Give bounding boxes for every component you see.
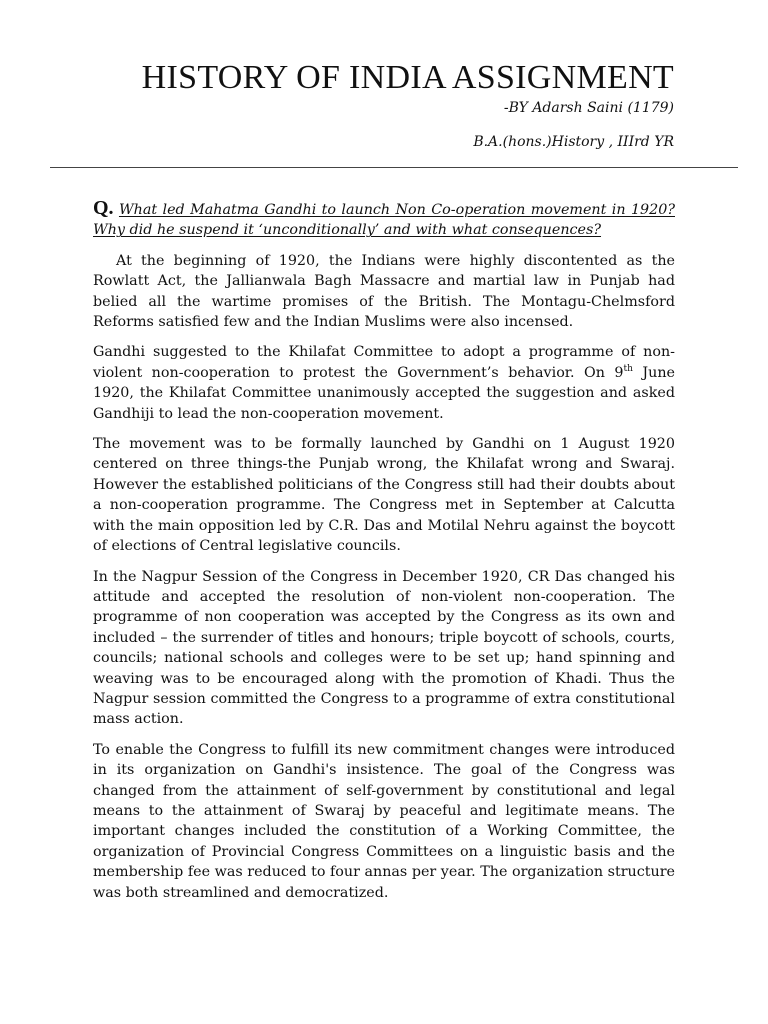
question-text: What led Mahatma Gandhi to launch Non Co-operation movement in 1920? Why did he suspend it ‘unconditionally’ and with what consequences? <box>93 202 675 239</box>
paragraph-2-part-b: June 1920, the Khilafat Committee unanimously accepted the suggestion and asked Gandhiji to lead the non-cooperation movement. <box>93 364 676 422</box>
document-body <box>93 198 675 913</box>
question-label: Q. <box>93 197 114 219</box>
paragraph-4: In the Nagpur Session of the Congress in December 1920, CR Das changed his attitude and accepted the resolution of non-violent non-cooperation. The programme of non cooperation was accepted by the Congress as its own and included – the surrender of titles and honours; triple boycott of schools, courts, councils; national schools and colleges were to be set up; hand spinning and weaving was to be encouraged along with the promotion of Khadi. Thus the Nagpur session committed the Congress to a programme of extra constitutional mass action. <box>93 568 675 728</box>
ordinal-suffix: th <box>623 364 633 375</box>
author-byline: -BY Adarsh Saini (1179) <box>503 100 674 116</box>
document-title: HISTORY OF INDIA ASSIGNMENT <box>141 59 674 96</box>
paragraph-2-part-a: Gandhi suggested to the Khilafat Committee to adopt a programme of non-violent non-cooperation to protest the Government’s behavior. On 9 <box>93 344 675 381</box>
paragraph-2 <box>93 342 675 424</box>
course-line: B.A.(hons.)History , IIIrd YR <box>473 134 674 150</box>
paragraph-3: The movement was to be formally launched by Gandhi on 1 August 1920 centered on three things-the Punjab wrong, the Khilafat wrong and Swaraj. However the established politicians of the Congress still had their doubts about a non-cooperation programme. The Congress met in September at Calcutta with the main opposition led by C.R. Das and Motilal Nehru against the boycott of elections of Central legislative councils. <box>93 436 675 555</box>
question <box>93 198 675 241</box>
header-divider <box>50 167 738 168</box>
paragraph-1: At the beginning of 1920, the Indians were highly discontented as the Rowlatt Act, the Jallianwala Bagh Massacre and martial law in Punjab had belied all the wartime promises of the British. The Montagu-Chelmsford Reforms satisfied few and the Indian Muslims were also incensed. <box>93 252 675 331</box>
paragraph-5: To enable the Congress to fulfill its new commitment changes were introduced in its organization on Gandhi's insistence. The goal of the Congress was changed from the attainment of self-government by constitutional and legal means to the attainment of Swaraj by peaceful and legitimate means. The important changes included the constitution of a Working Committee, the organization of Provincial Congress Committees on a linguistic basis and the membership fee was reduced to four annas per year. The organization structure was both streamlined and democratized. <box>93 741 675 901</box>
